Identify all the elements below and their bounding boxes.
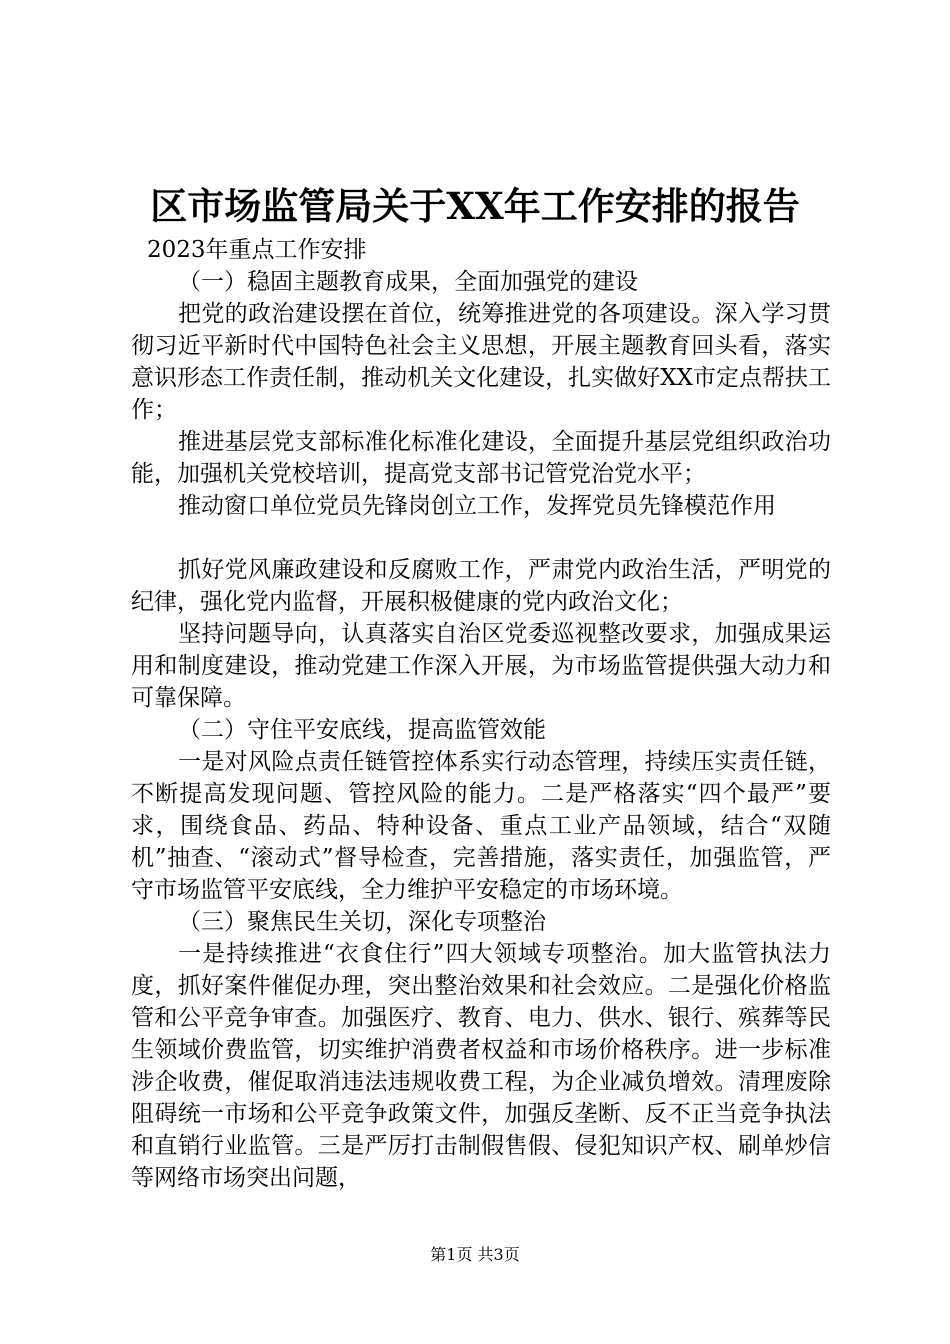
paragraph: 一是对风险点责任链管控体系实行动态管理，持续压实责任链，不断提高发现问题、管控风险的能力。二是严格落实“四个最严”要求，围绕食品、药品、特种设备、重点工业产品领域，结合“双随机”抽查、“滚动式”督导检查，完善措施，落实责任，加强监管，严守市场监管平安底线，全力维护平安稳定的市场环境。 — [131, 749, 831, 903]
document-body — [131, 234, 831, 1194]
paragraph: 把党的政治建设摆在首位，统筹推进党的各项建设。深入学习贯彻习近平新时代中国特色社会主义思想，开展主题教育回头看，落实意识形态工作责任制，推动机关文化建设，扎实做好XX市定点帮扶工作； — [131, 301, 831, 423]
paragraph: 推动窗口单位党员先锋岗创立工作，发挥党员先锋模范作用 — [178, 493, 776, 519]
document-title: 区市场监管局关于XX年工作安排的报告 — [150, 184, 800, 228]
section-heading-2: （二）守住平安底线，提高监管效能 — [178, 717, 546, 743]
section-year-heading: 2023年重点工作安排 — [147, 237, 367, 263]
page-number: 第1页 共3页 — [430, 1245, 520, 1264]
paragraph-gap — [131, 522, 831, 554]
section-heading-3: （三）聚焦民生关切，深化专项整治 — [178, 909, 546, 935]
section-heading-1: （一）稳固主题教育成果，全面加强党的建设 — [178, 269, 638, 295]
paragraph: 一是持续推进“衣食住行”四大领域专项整治。加大监管执法力度，抓好案件催促办理，突出整治效果和社会效应。二是强化价格监管和公平竞争审查。加强医疗、教育、电力、供水、银行、殡葬等民生领域价费监管，切实维护消费者权益和市场价格秩序。进一步标准涉企收费，催促取消违法违规收费工程，为企业减负增效。清理废除阻碍统一市场和公平竞争政策文件，加强反垄断、反不正当竞争执法和直销行业监管。三是严厉打击制假售假、侵犯知识产权、刷单炒信等网络市场突出问题， — [131, 941, 831, 1191]
paragraph: 抓好党风廉政建设和反腐败工作，严肃党内政治生活，严明党的纪律，强化党内监督，开展积极健康的党内政治文化； — [131, 557, 831, 615]
paragraph: 推进基层党支部标准化标准化建设，全面提升基层党组织政治功能，加强机关党校培训，提高党支部书记管党治党水平； — [131, 429, 831, 487]
paragraph: 坚持问题导向，认真落实自治区党委巡视整改要求，加强成果运用和制度建设，推动党建工作深入开展，为市场监管提供强大动力和可靠保障。 — [131, 621, 831, 711]
